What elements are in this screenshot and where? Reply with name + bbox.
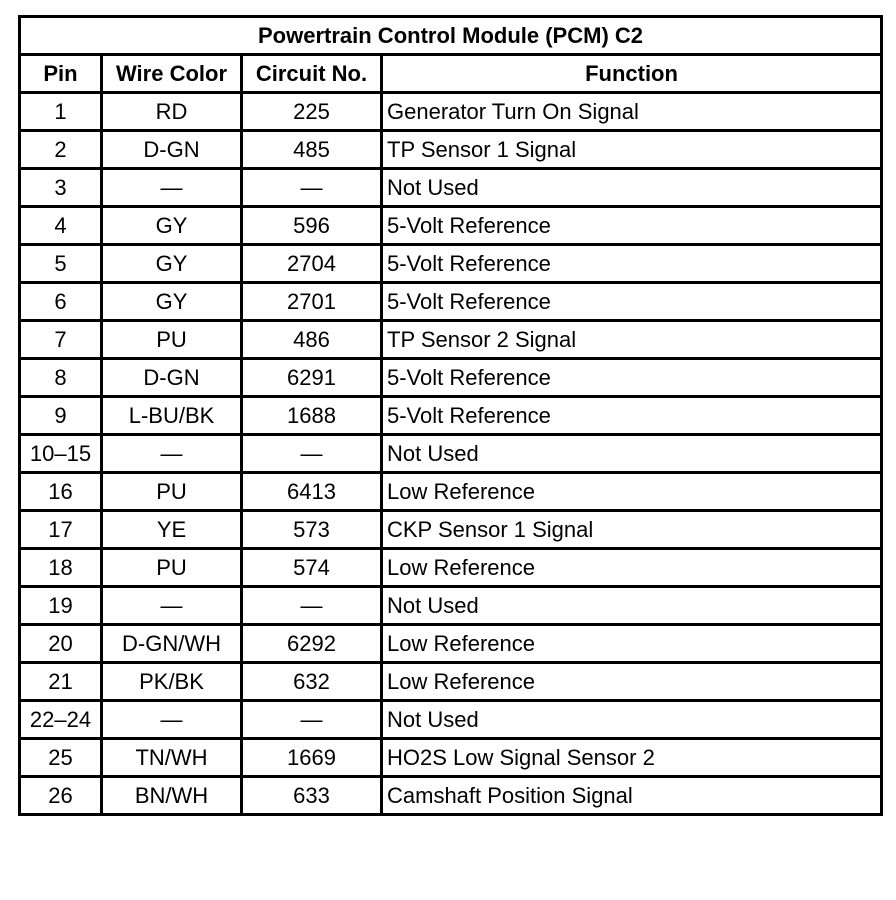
- circuit-no-cell: 486: [242, 321, 382, 359]
- pin-cell: 10–15: [20, 435, 102, 473]
- function-cell: Low Reference: [382, 473, 882, 511]
- function-cell: Not Used: [382, 435, 882, 473]
- function-cell: 5-Volt Reference: [382, 207, 882, 245]
- pcm-c2-pin-table: [18, 15, 883, 816]
- function-cell: Not Used: [382, 169, 882, 207]
- circuit-no-cell: —: [242, 435, 382, 473]
- wire-color-cell: TN/WH: [102, 739, 242, 777]
- circuit-no-cell: 2704: [242, 245, 382, 283]
- pin-cell: 19: [20, 587, 102, 625]
- wire-color-cell: —: [102, 435, 242, 473]
- function-cell: HO2S Low Signal Sensor 2: [382, 739, 882, 777]
- circuit-no-cell: 225: [242, 93, 382, 131]
- circuit-no-cell: —: [242, 169, 382, 207]
- table-row: [20, 511, 882, 549]
- wire-color-cell: —: [102, 169, 242, 207]
- function-cell: CKP Sensor 1 Signal: [382, 511, 882, 549]
- pin-cell: 4: [20, 207, 102, 245]
- table-row: [20, 93, 882, 131]
- table-row: [20, 777, 882, 815]
- table-row: [20, 663, 882, 701]
- wire-color-cell: RD: [102, 93, 242, 131]
- wire-color-cell: BN/WH: [102, 777, 242, 815]
- circuit-no-cell: 596: [242, 207, 382, 245]
- header-circuit-no: Circuit No.: [242, 55, 382, 93]
- circuit-no-cell: 6292: [242, 625, 382, 663]
- pin-cell: 8: [20, 359, 102, 397]
- table-row: [20, 739, 882, 777]
- pin-cell: 21: [20, 663, 102, 701]
- circuit-no-cell: 6413: [242, 473, 382, 511]
- wire-color-cell: GY: [102, 245, 242, 283]
- pin-cell: 1: [20, 93, 102, 131]
- wire-color-cell: D-GN: [102, 359, 242, 397]
- pin-cell: 17: [20, 511, 102, 549]
- function-cell: Low Reference: [382, 663, 882, 701]
- circuit-no-cell: —: [242, 587, 382, 625]
- table-row: [20, 701, 882, 739]
- pin-cell: 22–24: [20, 701, 102, 739]
- function-cell: Not Used: [382, 587, 882, 625]
- function-cell: 5-Volt Reference: [382, 397, 882, 435]
- circuit-no-cell: 1669: [242, 739, 382, 777]
- table-row: [20, 397, 882, 435]
- pin-cell: 6: [20, 283, 102, 321]
- pin-cell: 7: [20, 321, 102, 359]
- function-cell: 5-Volt Reference: [382, 359, 882, 397]
- circuit-no-cell: 6291: [242, 359, 382, 397]
- pin-cell: 2: [20, 131, 102, 169]
- circuit-no-cell: —: [242, 701, 382, 739]
- function-cell: TP Sensor 1 Signal: [382, 131, 882, 169]
- circuit-no-cell: 573: [242, 511, 382, 549]
- wire-color-cell: YE: [102, 511, 242, 549]
- table-row: [20, 131, 882, 169]
- function-cell: Low Reference: [382, 549, 882, 587]
- header-pin: Pin: [20, 55, 102, 93]
- wire-color-cell: L-BU/BK: [102, 397, 242, 435]
- function-cell: Low Reference: [382, 625, 882, 663]
- circuit-no-cell: 2701: [242, 283, 382, 321]
- pin-cell: 9: [20, 397, 102, 435]
- header-wire-color: Wire Color: [102, 55, 242, 93]
- table-row: [20, 245, 882, 283]
- header-function: Function: [382, 55, 882, 93]
- circuit-no-cell: 633: [242, 777, 382, 815]
- function-cell: 5-Volt Reference: [382, 245, 882, 283]
- table-row: [20, 169, 882, 207]
- circuit-no-cell: 574: [242, 549, 382, 587]
- pin-cell: 20: [20, 625, 102, 663]
- pin-cell: 5: [20, 245, 102, 283]
- wire-color-cell: PK/BK: [102, 663, 242, 701]
- wire-color-cell: PU: [102, 549, 242, 587]
- table-header-row: [20, 55, 882, 93]
- function-cell: 5-Volt Reference: [382, 283, 882, 321]
- table-row: [20, 587, 882, 625]
- table-row: [20, 207, 882, 245]
- table-row: [20, 283, 882, 321]
- wire-color-cell: PU: [102, 473, 242, 511]
- function-cell: TP Sensor 2 Signal: [382, 321, 882, 359]
- table-row: [20, 549, 882, 587]
- pin-cell: 25: [20, 739, 102, 777]
- table-row: [20, 473, 882, 511]
- table-row: [20, 321, 882, 359]
- wire-color-cell: —: [102, 587, 242, 625]
- pin-cell: 3: [20, 169, 102, 207]
- wire-color-cell: GY: [102, 207, 242, 245]
- circuit-no-cell: 1688: [242, 397, 382, 435]
- wire-color-cell: D-GN: [102, 131, 242, 169]
- table-row: [20, 625, 882, 663]
- wire-color-cell: —: [102, 701, 242, 739]
- function-cell: Not Used: [382, 701, 882, 739]
- circuit-no-cell: 632: [242, 663, 382, 701]
- table-row: [20, 435, 882, 473]
- function-cell: Generator Turn On Signal: [382, 93, 882, 131]
- circuit-no-cell: 485: [242, 131, 382, 169]
- function-cell: Camshaft Position Signal: [382, 777, 882, 815]
- table-title: Powertrain Control Module (PCM) C2: [20, 17, 882, 55]
- table-title-row: [20, 17, 882, 55]
- wire-color-cell: D-GN/WH: [102, 625, 242, 663]
- pin-cell: 26: [20, 777, 102, 815]
- table-row: [20, 359, 882, 397]
- pin-cell: 16: [20, 473, 102, 511]
- wire-color-cell: GY: [102, 283, 242, 321]
- wire-color-cell: PU: [102, 321, 242, 359]
- pin-cell: 18: [20, 549, 102, 587]
